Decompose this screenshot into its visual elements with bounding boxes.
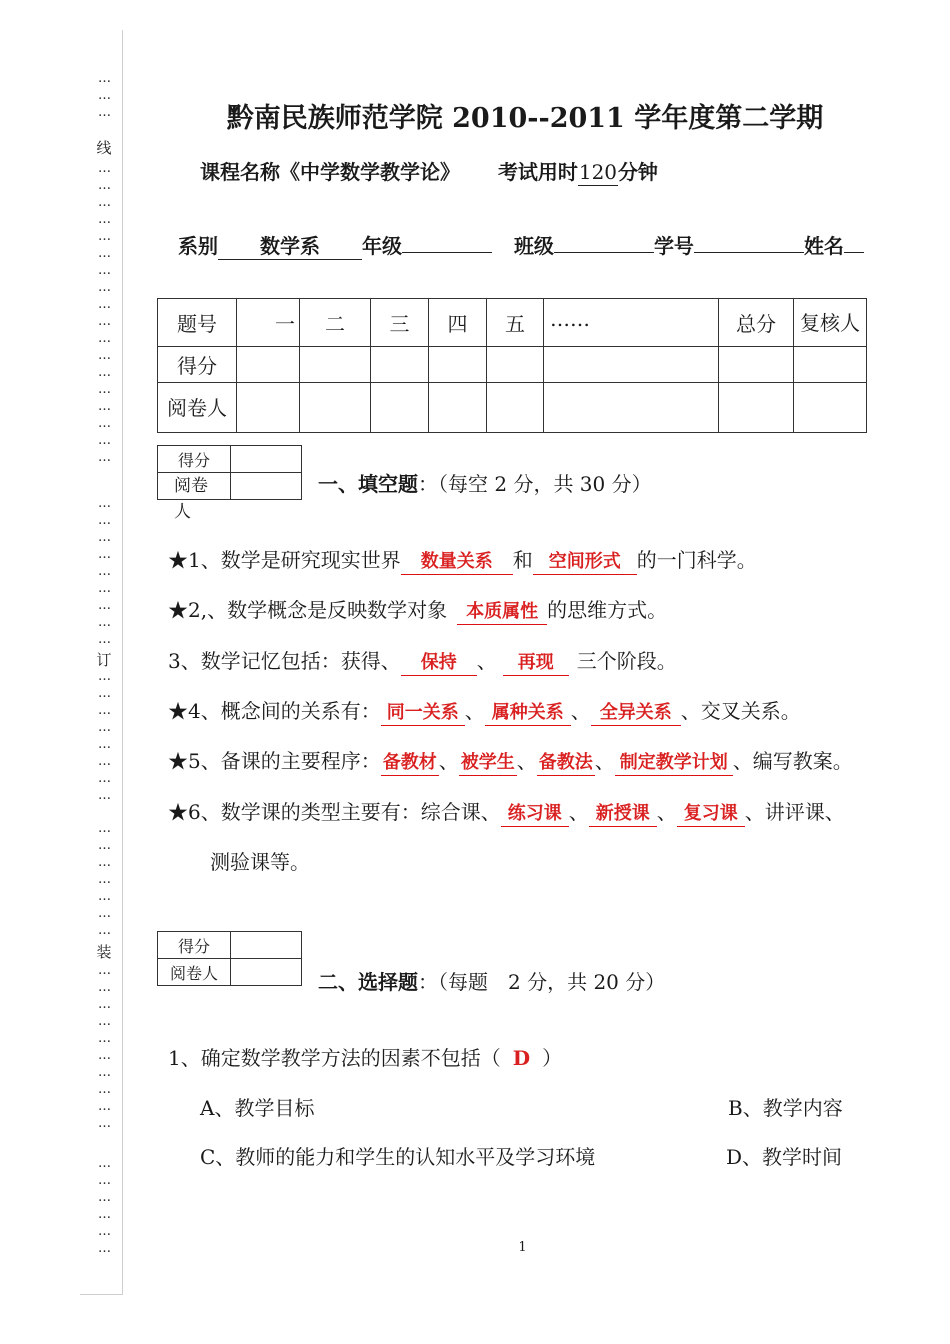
header-cell: 题号 (158, 299, 237, 347)
question-text: 、 (464, 699, 485, 723)
score-cell[interactable] (487, 347, 544, 383)
score-cell[interactable] (794, 347, 867, 383)
binding-dot: … (98, 720, 110, 735)
header-cell: 总分 (719, 299, 794, 347)
binding-dot: … (98, 161, 110, 176)
grader-cell[interactable] (237, 383, 300, 433)
binding-dot: … (98, 88, 110, 103)
question-text: 、 (656, 800, 677, 824)
answer-blank[interactable]: 全异关系 (591, 701, 681, 726)
binding-dot: … (98, 1031, 110, 1046)
header-cell: 复核人 (794, 299, 867, 347)
question-text: 、 (568, 800, 589, 824)
binding-dot: … (98, 212, 110, 227)
score-cell[interactable] (429, 347, 487, 383)
binding-margin-line (122, 30, 123, 1295)
dept-field[interactable]: 数学系 (218, 233, 362, 260)
time-prefix: 考试用时 (497, 160, 578, 184)
binding-dot: … (98, 416, 110, 431)
answer-blank[interactable]: 同一关系 (381, 701, 465, 726)
fill-question-1 (168, 544, 757, 575)
answer-blank[interactable]: 制定教学计划 (615, 751, 733, 776)
answer-blank[interactable]: 复习课 (677, 802, 745, 827)
binding-margin-line-bottom (80, 1294, 123, 1295)
binding-dot: … (98, 906, 110, 921)
binding-dot: … (98, 1065, 110, 1080)
section1-title: 一、填空题 (318, 472, 418, 496)
question-text: 、 (594, 749, 615, 773)
binding-dot: … (98, 669, 110, 684)
question-text: 、编写教案。 (732, 749, 853, 773)
binding-dot: … (98, 598, 110, 613)
grader-row (158, 383, 867, 433)
binding-dot: … (98, 1082, 110, 1097)
question-text: 、 (438, 749, 459, 773)
section2-score-box (157, 931, 302, 986)
binding-dot: … (98, 71, 110, 86)
option-c[interactable]: C、教师的能力和学生的认知水平及学习环境 (200, 1145, 596, 1169)
row-label: 得分 (158, 347, 237, 383)
grade-field[interactable] (402, 252, 492, 253)
score-cell[interactable] (719, 347, 794, 383)
binding-dot: … (98, 564, 110, 579)
binding-dot: … (98, 1014, 110, 1029)
binding-dot: … (98, 105, 110, 120)
grader-cell[interactable] (300, 383, 371, 433)
answer-blank[interactable]: 练习课 (501, 802, 569, 827)
course-name: 《中学数学教学论》 (280, 160, 460, 184)
grader-cell[interactable] (544, 383, 719, 433)
mini-score-cell[interactable] (231, 446, 302, 473)
answer-blank[interactable]: 保持 (401, 651, 477, 676)
grader-cell[interactable] (429, 383, 487, 433)
id-field[interactable] (694, 252, 804, 253)
answer-blank[interactable]: 本质属性 (457, 600, 547, 625)
option-a[interactable]: A、教学目标 (200, 1096, 315, 1120)
question-text: ★1、数学是研究现实世界 (168, 548, 401, 572)
fill-question-3 (168, 645, 677, 676)
option-d[interactable]: D、教学时间 (726, 1145, 843, 1169)
name-field[interactable] (844, 252, 864, 253)
binding-dot: … (98, 838, 110, 853)
grade-label: 年级 (362, 234, 402, 258)
binding-dot: … (98, 246, 110, 261)
header-cell: 五 (487, 299, 544, 347)
fill-question-2 (168, 594, 667, 625)
binding-dot: … (98, 399, 110, 414)
question-text: ★4、概念间的关系有： (168, 699, 381, 723)
binding-dot: … (98, 889, 110, 904)
binding-dot: … (98, 821, 110, 836)
score-cell[interactable] (300, 347, 371, 383)
binding-dot: … (98, 496, 110, 511)
binding-dot: … (98, 195, 110, 210)
answer-blank[interactable]: 属种关系 (485, 701, 571, 726)
binding-dot: … (98, 1173, 110, 1188)
question-text: ） (542, 1046, 563, 1070)
section1-note: ：（每空 2 分，共 30 分） (418, 472, 652, 496)
question-text: 和 (512, 548, 533, 572)
binding-dot: … (98, 1099, 110, 1114)
mini-grader-cell[interactable] (231, 473, 302, 500)
mini-grader-cell[interactable] (231, 959, 302, 986)
question-text: 1、确定数学教学方法的因素不包括（ (168, 1046, 501, 1070)
exam-title: 黔南民族师范学院 2010--2011 学年度第二学期 (226, 103, 824, 134)
question-text: ★2,、数学概念是反映数学对象 (168, 598, 448, 622)
name-label: 姓名 (803, 234, 844, 258)
binding-dot: … (98, 1156, 110, 1171)
header-cell: 三 (371, 299, 429, 347)
binding-dot: … (98, 1116, 110, 1131)
question-text: 的思维方式。 (547, 598, 668, 622)
fill-question-5 (168, 745, 853, 776)
score-table-header-row (158, 299, 867, 347)
binding-label-ding: 订 (96, 651, 112, 669)
section1-score-box (157, 445, 302, 522)
option-b[interactable]: B、教学内容 (728, 1096, 843, 1120)
binding-dot: … (98, 872, 110, 887)
mini-score-label: 得分 (158, 446, 231, 473)
choice-question-1 (168, 1042, 562, 1071)
score-cell[interactable] (371, 347, 429, 383)
section1-heading (318, 468, 652, 497)
binding-dot: … (98, 1048, 110, 1063)
mini-grader-label: 阅卷人 (158, 959, 231, 986)
question-text: ★6、数学课的类型主要有：综合课、 (168, 800, 501, 824)
time-unit: 分钟 (617, 160, 658, 184)
question-text: 的一门科学。 (636, 548, 757, 572)
score-row (158, 347, 867, 383)
question-text: 、讲评课、 (744, 800, 845, 824)
answer-blank[interactable]: 再现 (503, 651, 569, 676)
section2-note: ：（每题 2 分，共 20 分） (418, 970, 666, 994)
header-cell: …… (544, 299, 719, 347)
question-text: 三个阶段。 (576, 649, 677, 673)
binding-dot: … (98, 263, 110, 278)
binding-dot: … (98, 737, 110, 752)
fill-question-6-continued: 测验课等。 (210, 850, 310, 874)
binding-dot: … (98, 615, 110, 630)
binding-dot: … (98, 997, 110, 1012)
binding-dot: … (98, 365, 110, 380)
binding-dot: … (98, 980, 110, 995)
grader-cell[interactable] (719, 383, 794, 433)
binding-dot: … (98, 1207, 110, 1222)
score-cell[interactable] (237, 347, 300, 383)
score-cell[interactable] (544, 347, 719, 383)
grader-cell[interactable] (794, 383, 867, 433)
binding-dot: … (98, 314, 110, 329)
binding-label-xian: 线 (96, 139, 112, 157)
grader-cell[interactable] (371, 383, 429, 433)
binding-dot: … (98, 1224, 110, 1239)
header-cell: 一 (237, 299, 300, 347)
binding-dot: … (98, 855, 110, 870)
binding-dot: … (98, 513, 110, 528)
binding-dot: … (98, 686, 110, 701)
header-cell: 四 (429, 299, 487, 347)
binding-dot: … (98, 788, 110, 803)
section2-title: 二、选择题 (318, 970, 418, 994)
question-text: ★5、备课的主要程序： (168, 749, 381, 773)
answer-blank[interactable]: 新授课 (589, 802, 657, 827)
answer-blank[interactable]: 空间形式 (533, 550, 637, 575)
section2-heading (318, 966, 665, 995)
id-label: 学号 (653, 234, 694, 258)
fill-question-4 (168, 695, 801, 726)
binding-dot: … (98, 382, 110, 397)
question-text: 、 (516, 749, 537, 773)
page-number: 1 (518, 1240, 527, 1255)
row-label: 阅卷人 (158, 383, 237, 433)
course-prefix: 课程名称 (200, 160, 280, 184)
answer-blank[interactable]: 数量关系 (401, 550, 513, 575)
fill-question-6 (168, 796, 845, 827)
answer-blank[interactable]: 备教法 (537, 751, 595, 776)
time-value: 120 (578, 160, 618, 184)
mini-score-label: 得分 (158, 932, 231, 959)
question-text: 、交叉关系。 (680, 699, 801, 723)
binding-dot: … (98, 433, 110, 448)
class-label: 班级 (513, 234, 554, 258)
header-cell: 二 (300, 299, 371, 347)
binding-dot: … (98, 754, 110, 769)
binding-dot: … (98, 703, 110, 718)
binding-dot: … (98, 1190, 110, 1205)
mini-grader-label: 阅卷人 (158, 473, 231, 500)
question-text: 、 (570, 699, 591, 723)
mini-score-cell[interactable] (231, 932, 302, 959)
dept-label: 系别 (178, 234, 218, 258)
binding-dot: … (98, 1241, 110, 1256)
binding-label-zhuang: 装 (96, 943, 112, 961)
binding-dot: … (98, 229, 110, 244)
binding-dot: … (98, 963, 110, 978)
binding-dot: … (98, 450, 110, 465)
binding-dot: … (98, 348, 110, 363)
binding-dot: … (98, 632, 110, 647)
binding-dot: … (98, 331, 110, 346)
choice-answer[interactable]: D (512, 1046, 531, 1070)
question-text: 3、数学记忆包括：获得、 (168, 649, 401, 673)
student-info-line (178, 230, 864, 260)
binding-dot: … (98, 771, 110, 786)
class-field[interactable] (554, 252, 654, 253)
binding-dot: … (98, 547, 110, 562)
grader-cell[interactable] (487, 383, 544, 433)
question-text: 、 (476, 649, 497, 673)
binding-dot: … (98, 178, 110, 193)
course-line (200, 156, 658, 186)
binding-dot: … (98, 530, 110, 545)
answer-blank[interactable]: 被学生 (459, 751, 517, 776)
score-table (157, 298, 867, 433)
answer-blank[interactable]: 备教材 (381, 751, 439, 776)
binding-dot: … (98, 297, 110, 312)
binding-dot: … (98, 280, 110, 295)
binding-dot: … (98, 923, 110, 938)
binding-dot: … (98, 581, 110, 596)
